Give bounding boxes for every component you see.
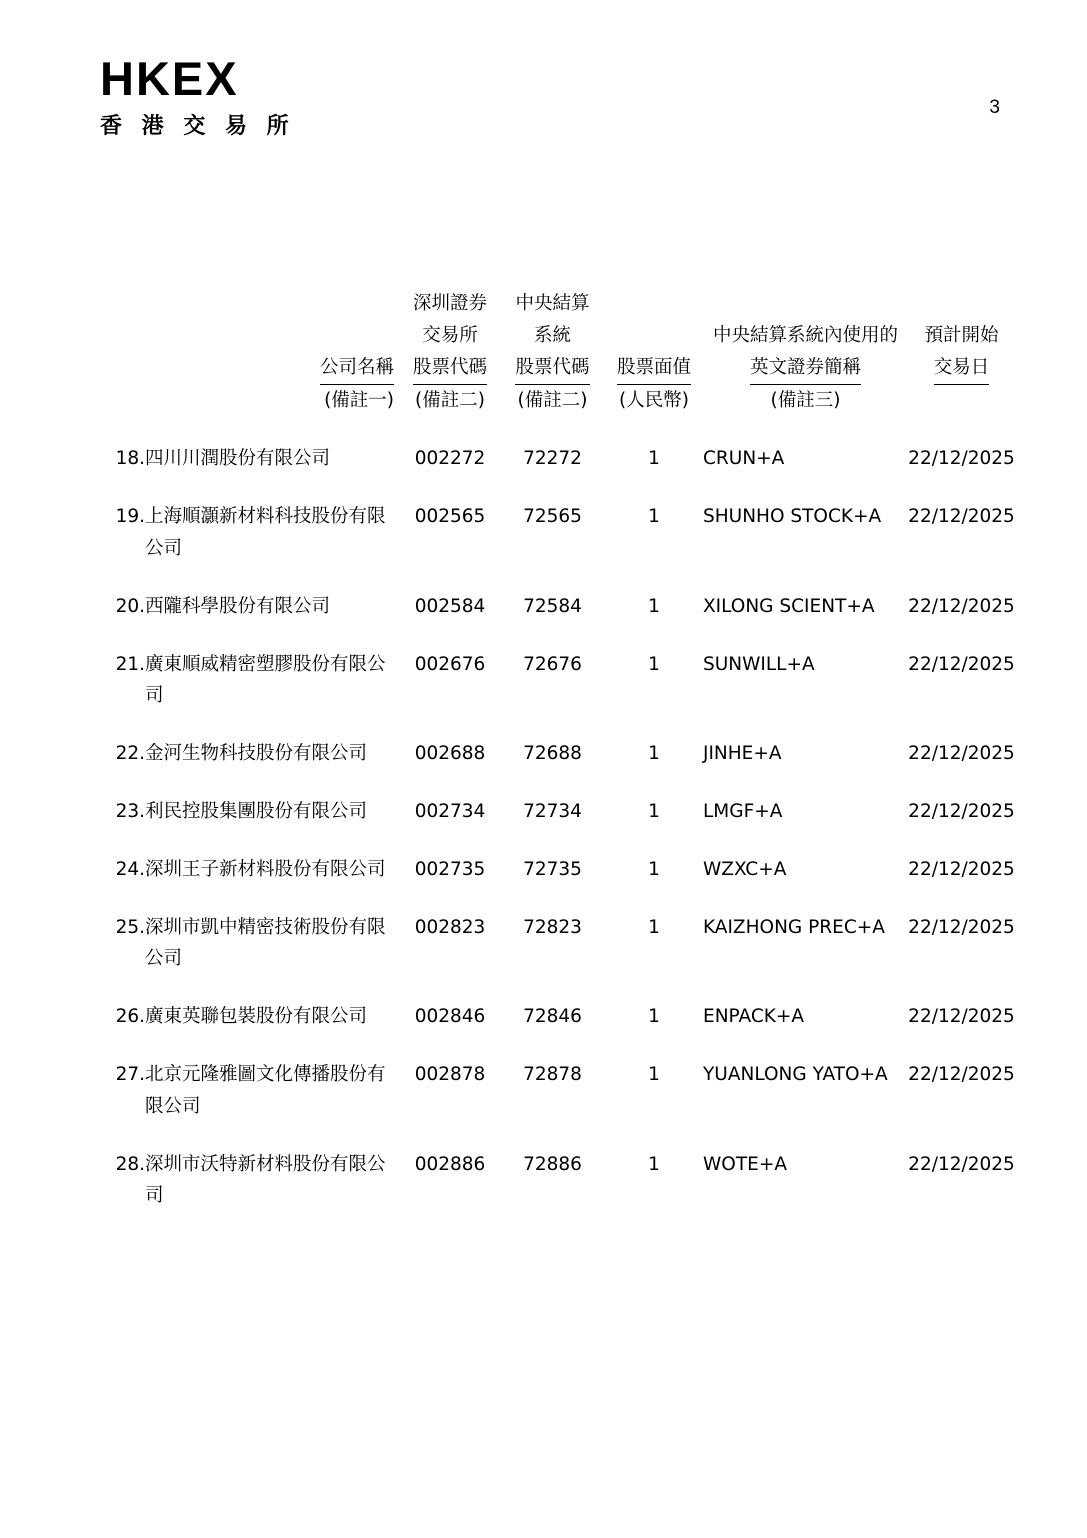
- table-row: [100, 796, 1015, 828]
- cell-par-value: 1: [648, 506, 660, 528]
- cell-szse-code: 002734: [414, 800, 486, 822]
- cell-company-name: 廣東英聯包裝股份有限公司: [145, 1006, 368, 1028]
- th-short-name-l1: 中央結算系統內使用的: [712, 324, 898, 346]
- page-number: 3: [989, 97, 1000, 118]
- cell-short-name: KAIZHONG PREC+A: [703, 916, 885, 938]
- row-gap: [100, 886, 1015, 912]
- row-gap: [100, 828, 1015, 854]
- th-start-date-l2: 交易日: [934, 352, 990, 386]
- row-gap: [100, 712, 1015, 738]
- table-header: [100, 288, 1015, 417]
- cell-start-date: 22/12/2025: [908, 448, 1015, 470]
- cell-start-date: 22/12/2025: [908, 858, 1015, 880]
- th-ccass-code-note: (備註二): [517, 390, 588, 412]
- row-number: 25.: [115, 916, 145, 938]
- cell-company-name: 四川川潤股份有限公司: [145, 448, 331, 470]
- table-row: [100, 738, 1015, 770]
- table-row: [100, 591, 1015, 623]
- th-row-number: [100, 288, 145, 417]
- cell-short-name: YUANLONG YATO+A: [703, 1064, 888, 1085]
- cell-ccass-code: 72676: [523, 653, 582, 675]
- row-number: 20.: [115, 595, 145, 617]
- row-number: 22.: [115, 743, 145, 765]
- cell-company-name: 上海順灝新材料科技股份有限公司: [145, 506, 386, 559]
- cell-par-value: 1: [648, 448, 660, 470]
- cell-ccass-code: 72565: [523, 506, 582, 528]
- header-body-gap: [100, 417, 1015, 443]
- th-par-value: [605, 288, 703, 417]
- table-row: [100, 912, 1015, 976]
- row-gap: [100, 1033, 1015, 1059]
- cell-start-date: 22/12/2025: [908, 800, 1015, 822]
- cell-szse-code: 002735: [414, 858, 486, 880]
- cell-par-value: 1: [648, 800, 660, 822]
- cell-szse-code: 002676: [414, 653, 486, 675]
- cell-start-date: 22/12/2025: [908, 595, 1015, 617]
- cell-company-name: 金河生物科技股份有限公司: [145, 743, 368, 765]
- th-ccass-code-l2: 系統: [533, 324, 571, 346]
- th-start-date: [908, 288, 1015, 417]
- cell-short-name: SUNWILL+A: [703, 653, 815, 675]
- cell-par-value: 1: [648, 653, 660, 675]
- cell-par-value: 1: [648, 1064, 660, 1085]
- table-body: [100, 417, 1015, 1212]
- cell-company-name: 北京元隆雅圖文化傳播股份有限公司: [145, 1064, 386, 1117]
- cell-short-name: SHUNHO STOCK+A: [703, 506, 882, 528]
- cell-start-date: 22/12/2025: [908, 743, 1015, 765]
- cell-short-name: WZXC+A: [703, 858, 787, 880]
- row-gap: [100, 623, 1015, 649]
- cell-par-value: 1: [648, 858, 660, 880]
- cell-start-date: 22/12/2025: [908, 653, 1015, 675]
- cell-ccass-code: 72846: [523, 1006, 582, 1028]
- row-gap: [100, 565, 1015, 591]
- th-company-name: [145, 288, 400, 417]
- th-ccass-code: [500, 288, 605, 417]
- cell-szse-code: 002272: [414, 448, 486, 470]
- table-row: [100, 854, 1015, 886]
- cell-ccass-code: 72584: [523, 595, 582, 617]
- row-number: 23.: [115, 800, 145, 822]
- row-number: 21.: [115, 653, 145, 675]
- cell-company-name: 深圳市沃特新材料股份有限公司: [145, 1153, 386, 1207]
- th-par-value-l2: (人民幣): [619, 390, 689, 412]
- cell-company-name: 西隴科學股份有限公司: [145, 595, 331, 617]
- row-gap: [100, 975, 1015, 1001]
- cell-ccass-code: 72823: [523, 916, 582, 938]
- th-ccass-code-l3: 股票代碼: [515, 352, 589, 386]
- cell-szse-code: 002886: [414, 1153, 486, 1175]
- cell-ccass-code: 72272: [523, 448, 582, 470]
- row-gap: [100, 770, 1015, 796]
- cell-szse-code: 002823: [414, 916, 486, 938]
- cell-short-name: XILONG SCIENT+A: [703, 595, 875, 617]
- page-header: [100, 52, 1000, 165]
- listing-table-area: [100, 288, 1015, 1212]
- cell-ccass-code: 72735: [523, 858, 582, 880]
- th-szse-code-note: (備註二): [415, 390, 485, 412]
- th-short-name-note: (備註三): [770, 390, 841, 412]
- table-row: [100, 501, 1015, 565]
- cell-ccass-code: 72734: [523, 800, 582, 822]
- hkex-logo: [100, 52, 300, 139]
- row-number: 18.: [115, 448, 145, 470]
- cell-start-date: 22/12/2025: [908, 1006, 1015, 1028]
- cell-short-name: WOTE+A: [703, 1153, 787, 1175]
- cell-start-date: 22/12/2025: [908, 506, 1015, 528]
- cell-short-name: CRUN+A: [703, 448, 785, 470]
- th-ccass-code-l1: 中央結算: [515, 293, 590, 314]
- th-szse-code: [400, 288, 500, 417]
- cell-ccass-code: 72878: [523, 1064, 582, 1085]
- th-company-name-label: 公司名稱: [320, 352, 394, 386]
- table-row: [100, 1001, 1015, 1033]
- cell-szse-code: 002584: [414, 595, 486, 617]
- cell-par-value: 1: [648, 1006, 660, 1028]
- cell-szse-code: 002565: [414, 506, 486, 528]
- row-number: 19.: [115, 506, 145, 528]
- cell-start-date: 22/12/2025: [908, 1153, 1015, 1175]
- hkex-logo-chinese-name: 香 港 交 易 所: [100, 114, 295, 139]
- securities-table: [100, 288, 1015, 1212]
- cell-short-name: LMGF+A: [703, 800, 783, 822]
- th-start-date-l1: 預計開始: [924, 324, 999, 346]
- cell-company-name: 深圳市凱中精密技術股份有限公司: [145, 916, 386, 970]
- row-number: 26.: [115, 1006, 145, 1028]
- cell-par-value: 1: [648, 916, 660, 938]
- cell-start-date: 22/12/2025: [908, 916, 1015, 938]
- cell-short-name: ENPACK+A: [703, 1006, 805, 1028]
- hkex-logo-wordmark: HKEX: [100, 52, 239, 105]
- cell-company-name: 利民控股集團股份有限公司: [145, 800, 368, 822]
- cell-ccass-code: 72886: [523, 1153, 582, 1175]
- table-row: [100, 649, 1015, 713]
- cell-company-name: 廣東順威精密塑膠股份有限公司: [145, 653, 386, 707]
- cell-par-value: 1: [648, 1153, 660, 1175]
- th-par-value-l1: 股票面值: [617, 352, 691, 386]
- row-gap: [100, 1123, 1015, 1149]
- table-row: [100, 443, 1015, 475]
- table-row: [100, 1059, 1015, 1123]
- th-szse-code-l3: 股票代碼: [413, 352, 487, 386]
- row-number: 27.: [115, 1064, 145, 1085]
- th-szse-code-l2: 交易所: [422, 324, 478, 346]
- th-szse-code-l1: 深圳證券: [412, 293, 487, 314]
- row-gap: [100, 475, 1015, 501]
- cell-par-value: 1: [648, 743, 660, 765]
- row-number: 24.: [115, 858, 145, 880]
- cell-szse-code: 002878: [414, 1064, 486, 1085]
- cell-start-date: 22/12/2025: [908, 1064, 1015, 1085]
- table-row: [100, 1149, 1015, 1213]
- cell-company-name: 深圳王子新材料股份有限公司: [145, 858, 386, 880]
- th-short-name-l2: 英文證券簡稱: [750, 352, 861, 386]
- cell-short-name: JINHE+A: [703, 743, 782, 765]
- cell-ccass-code: 72688: [523, 743, 582, 765]
- row-number: 28.: [115, 1153, 145, 1175]
- th-short-name: [703, 288, 908, 417]
- cell-szse-code: 002846: [414, 1006, 486, 1028]
- th-company-name-note: (備註一): [324, 390, 394, 412]
- cell-par-value: 1: [648, 595, 660, 617]
- cell-szse-code: 002688: [414, 743, 486, 765]
